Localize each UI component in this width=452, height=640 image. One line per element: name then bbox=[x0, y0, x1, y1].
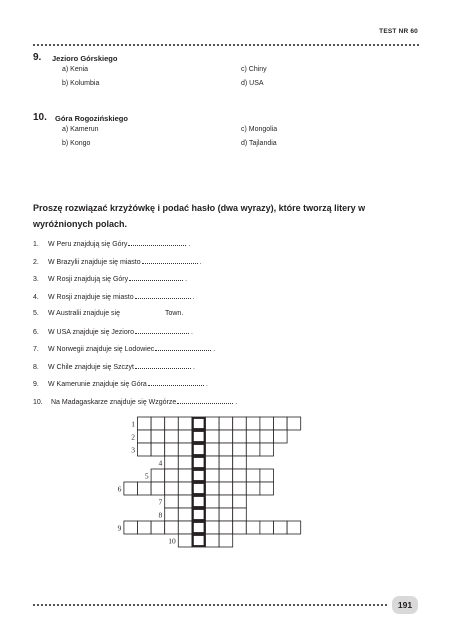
question-10-option-a[interactable]: a) Kamerun bbox=[62, 126, 99, 133]
crossword-cell[interactable] bbox=[206, 482, 220, 495]
question-10-option-d[interactable]: d) Tajlandia bbox=[241, 140, 277, 147]
crossword-cell[interactable] bbox=[178, 482, 192, 495]
crossword-cell[interactable] bbox=[138, 430, 152, 443]
question-9-option-a[interactable]: a) Kenia bbox=[62, 66, 89, 73]
test-label: TEST NR 60 bbox=[379, 28, 418, 35]
crossword-cell[interactable] bbox=[178, 521, 192, 534]
crossword-cell[interactable] bbox=[274, 521, 288, 534]
crossword-cell[interactable] bbox=[192, 469, 206, 482]
crossword-cell[interactable] bbox=[178, 469, 192, 482]
crossword-cell[interactable] bbox=[151, 430, 165, 443]
crossword-cell[interactable] bbox=[138, 443, 152, 456]
clue-suffix: . bbox=[213, 346, 216, 353]
crossword-cell[interactable] bbox=[206, 495, 220, 508]
clue-number: 2. bbox=[33, 258, 39, 266]
clue-text: W Peru znajdują się Góry bbox=[48, 241, 128, 248]
clue-number: 9. bbox=[33, 381, 39, 388]
crossword-cell[interactable] bbox=[233, 469, 247, 482]
clue-number: 7. bbox=[33, 346, 39, 353]
question-9-number: 9. bbox=[33, 52, 42, 63]
crossword-cell[interactable] bbox=[246, 469, 260, 482]
clue-number: 3. bbox=[33, 276, 39, 283]
crossword-cell[interactable] bbox=[165, 456, 179, 469]
clue-suffix: . bbox=[235, 398, 238, 406]
crossword-cell[interactable] bbox=[206, 417, 220, 430]
crossword-cell[interactable] bbox=[165, 469, 179, 482]
crossword-instruction: Proszę rozwiązać krzyżówkę i podać hasło (dwa wyrazy), które tworzą litery w wyróżnionych polach. bbox=[33, 203, 366, 229]
crossword-cell[interactable] bbox=[260, 469, 274, 482]
clue-text: Na Madagaskarze znajduje się Wzgórze bbox=[51, 398, 177, 406]
crossword-cell[interactable] bbox=[178, 534, 192, 547]
crossword-cell[interactable] bbox=[178, 495, 192, 508]
crossword-cell[interactable] bbox=[219, 508, 233, 521]
clue-number: 5. bbox=[33, 310, 39, 317]
clue-suffix: . bbox=[205, 381, 208, 388]
clue-suffix: . bbox=[199, 258, 202, 266]
crossword-cell[interactable] bbox=[192, 443, 206, 456]
crossword-cell[interactable] bbox=[151, 417, 165, 430]
clue-text: W Kamerunie znajduje się Góra bbox=[48, 381, 147, 388]
clue-number: 6. bbox=[33, 328, 39, 336]
clue-suffix: . bbox=[192, 363, 195, 371]
crossword-cell[interactable] bbox=[165, 508, 179, 521]
clue-number: 1. bbox=[33, 241, 39, 248]
crossword-cell[interactable] bbox=[151, 469, 165, 482]
crossword-cell[interactable] bbox=[233, 430, 247, 443]
clue-suffix: . bbox=[188, 241, 191, 248]
crossword-cell[interactable] bbox=[219, 495, 233, 508]
question-9-option-d[interactable]: d) USA bbox=[241, 80, 264, 87]
clue-number: 8. bbox=[33, 363, 39, 371]
crossword-row-number: 4 bbox=[158, 458, 163, 468]
crossword-row-number: 6 bbox=[117, 484, 122, 494]
crossword-cell[interactable] bbox=[178, 430, 192, 443]
question-9-option-c[interactable]: c) Chiny bbox=[241, 66, 267, 73]
bottom-dotted-rule bbox=[33, 604, 387, 606]
crossword-cell[interactable] bbox=[165, 495, 179, 508]
crossword-cell[interactable] bbox=[192, 482, 206, 495]
crossword-cell[interactable] bbox=[165, 430, 179, 443]
clue-suffix: . bbox=[185, 276, 188, 283]
crossword-cell[interactable] bbox=[165, 417, 179, 430]
crossword-cell[interactable] bbox=[219, 417, 233, 430]
question-10-option-b[interactable]: b) Kongo bbox=[62, 140, 91, 147]
question-10-number: 10. bbox=[33, 112, 47, 123]
crossword-cell[interactable] bbox=[219, 430, 233, 443]
crossword-cell[interactable] bbox=[246, 430, 260, 443]
question-9-title: Jezioro Górskiego bbox=[52, 54, 118, 63]
crossword-row-number: 7 bbox=[158, 497, 163, 507]
crossword-cell[interactable] bbox=[206, 430, 220, 443]
crossword-cell[interactable] bbox=[260, 417, 274, 430]
crossword-cell[interactable] bbox=[233, 495, 247, 508]
crossword-cell[interactable] bbox=[206, 521, 220, 534]
crossword-cell[interactable] bbox=[233, 443, 247, 456]
crossword-cell[interactable] bbox=[233, 482, 247, 495]
crossword-cell[interactable] bbox=[206, 456, 220, 469]
question-10-option-c[interactable]: c) Mongolia bbox=[241, 126, 278, 133]
crossword-cell[interactable] bbox=[192, 534, 206, 547]
crossword-cell[interactable] bbox=[274, 430, 288, 443]
clue-text: W Rosji znajdują się Góry bbox=[48, 276, 129, 283]
question-10-title: Góra Rogozińskiego bbox=[55, 114, 128, 123]
crossword-cell[interactable] bbox=[206, 469, 220, 482]
page-number: 191 bbox=[392, 596, 418, 614]
crossword-cell[interactable] bbox=[206, 443, 220, 456]
crossword-cell[interactable] bbox=[287, 417, 301, 430]
clue-text: W Norwegii znajduje się Lodowiec bbox=[48, 346, 155, 353]
crossword-cell[interactable] bbox=[219, 456, 233, 469]
crossword-row-number: 5 bbox=[144, 471, 149, 481]
crossword-row-number: 1 bbox=[131, 419, 135, 429]
clue-text: W Chile znajduje się Szczyt bbox=[48, 363, 134, 371]
crossword-cell[interactable] bbox=[138, 482, 152, 495]
crossword-cell[interactable] bbox=[233, 508, 247, 521]
clue-number: 10. bbox=[33, 398, 43, 406]
crossword-cell[interactable] bbox=[233, 521, 247, 534]
crossword-cell[interactable] bbox=[260, 443, 274, 456]
crossword-cell[interactable] bbox=[165, 443, 179, 456]
crossword-cell[interactable] bbox=[233, 456, 247, 469]
crossword-cell[interactable] bbox=[192, 417, 206, 430]
crossword-cell[interactable] bbox=[206, 508, 220, 521]
crossword-cell[interactable] bbox=[219, 534, 233, 547]
crossword-row-number: 2 bbox=[131, 432, 135, 442]
crossword-cell[interactable] bbox=[246, 443, 260, 456]
crossword-cell[interactable] bbox=[151, 482, 165, 495]
crossword-cell[interactable] bbox=[246, 482, 260, 495]
crossword-cell[interactable] bbox=[178, 443, 192, 456]
crossword-row-number: 10 bbox=[168, 536, 176, 546]
crossword-cell[interactable] bbox=[219, 469, 233, 482]
question-9-option-b[interactable]: b) Kolumbia bbox=[62, 80, 100, 87]
crossword-cell[interactable] bbox=[165, 521, 179, 534]
crossword-cell[interactable] bbox=[178, 456, 192, 469]
clue-suffix: Town. bbox=[164, 310, 184, 317]
crossword-cell[interactable] bbox=[165, 482, 179, 495]
crossword-cell[interactable] bbox=[233, 417, 247, 430]
crossword-cell[interactable] bbox=[124, 521, 138, 534]
crossword-cell[interactable] bbox=[274, 417, 288, 430]
crossword-cell[interactable] bbox=[192, 495, 206, 508]
crossword-cell[interactable] bbox=[124, 482, 138, 495]
crossword-row-number: 8 bbox=[158, 510, 163, 520]
crossword-cell[interactable] bbox=[219, 443, 233, 456]
crossword-cell[interactable] bbox=[206, 534, 220, 547]
crossword-cell[interactable] bbox=[151, 443, 165, 456]
clue-number: 4. bbox=[33, 293, 39, 301]
clue-text: W Australii znajduje się bbox=[48, 310, 120, 317]
clue-text: W Rosji znajduje się miasto bbox=[48, 293, 134, 301]
crossword-cell[interactable] bbox=[178, 508, 192, 521]
clue-text: W Brazylii znajduje się miasto bbox=[48, 258, 141, 266]
crossword-row-number: 9 bbox=[117, 523, 122, 533]
crossword-cell[interactable] bbox=[246, 417, 260, 430]
crossword-cell[interactable] bbox=[192, 456, 206, 469]
crossword-cell[interactable] bbox=[260, 521, 274, 534]
crossword-cell[interactable] bbox=[178, 417, 192, 430]
crossword-cell[interactable] bbox=[151, 521, 165, 534]
clue-text: W USA znajduje się Jezioro bbox=[48, 328, 134, 336]
crossword-row-number: 3 bbox=[131, 445, 135, 455]
crossword-cell[interactable] bbox=[192, 430, 206, 443]
crossword-cell[interactable] bbox=[287, 521, 301, 534]
clue-suffix: . bbox=[192, 293, 195, 301]
crossword-cell[interactable] bbox=[138, 521, 152, 534]
crossword-cell[interactable] bbox=[260, 482, 274, 495]
crossword-cell[interactable] bbox=[138, 417, 152, 430]
crossword-cell[interactable] bbox=[219, 482, 233, 495]
crossword-cell[interactable] bbox=[219, 521, 233, 534]
crossword-cell[interactable] bbox=[192, 521, 206, 534]
crossword-cell[interactable] bbox=[246, 521, 260, 534]
clue-suffix: . bbox=[190, 328, 193, 336]
crossword-cell[interactable] bbox=[192, 508, 206, 521]
crossword-cell[interactable] bbox=[260, 430, 274, 443]
